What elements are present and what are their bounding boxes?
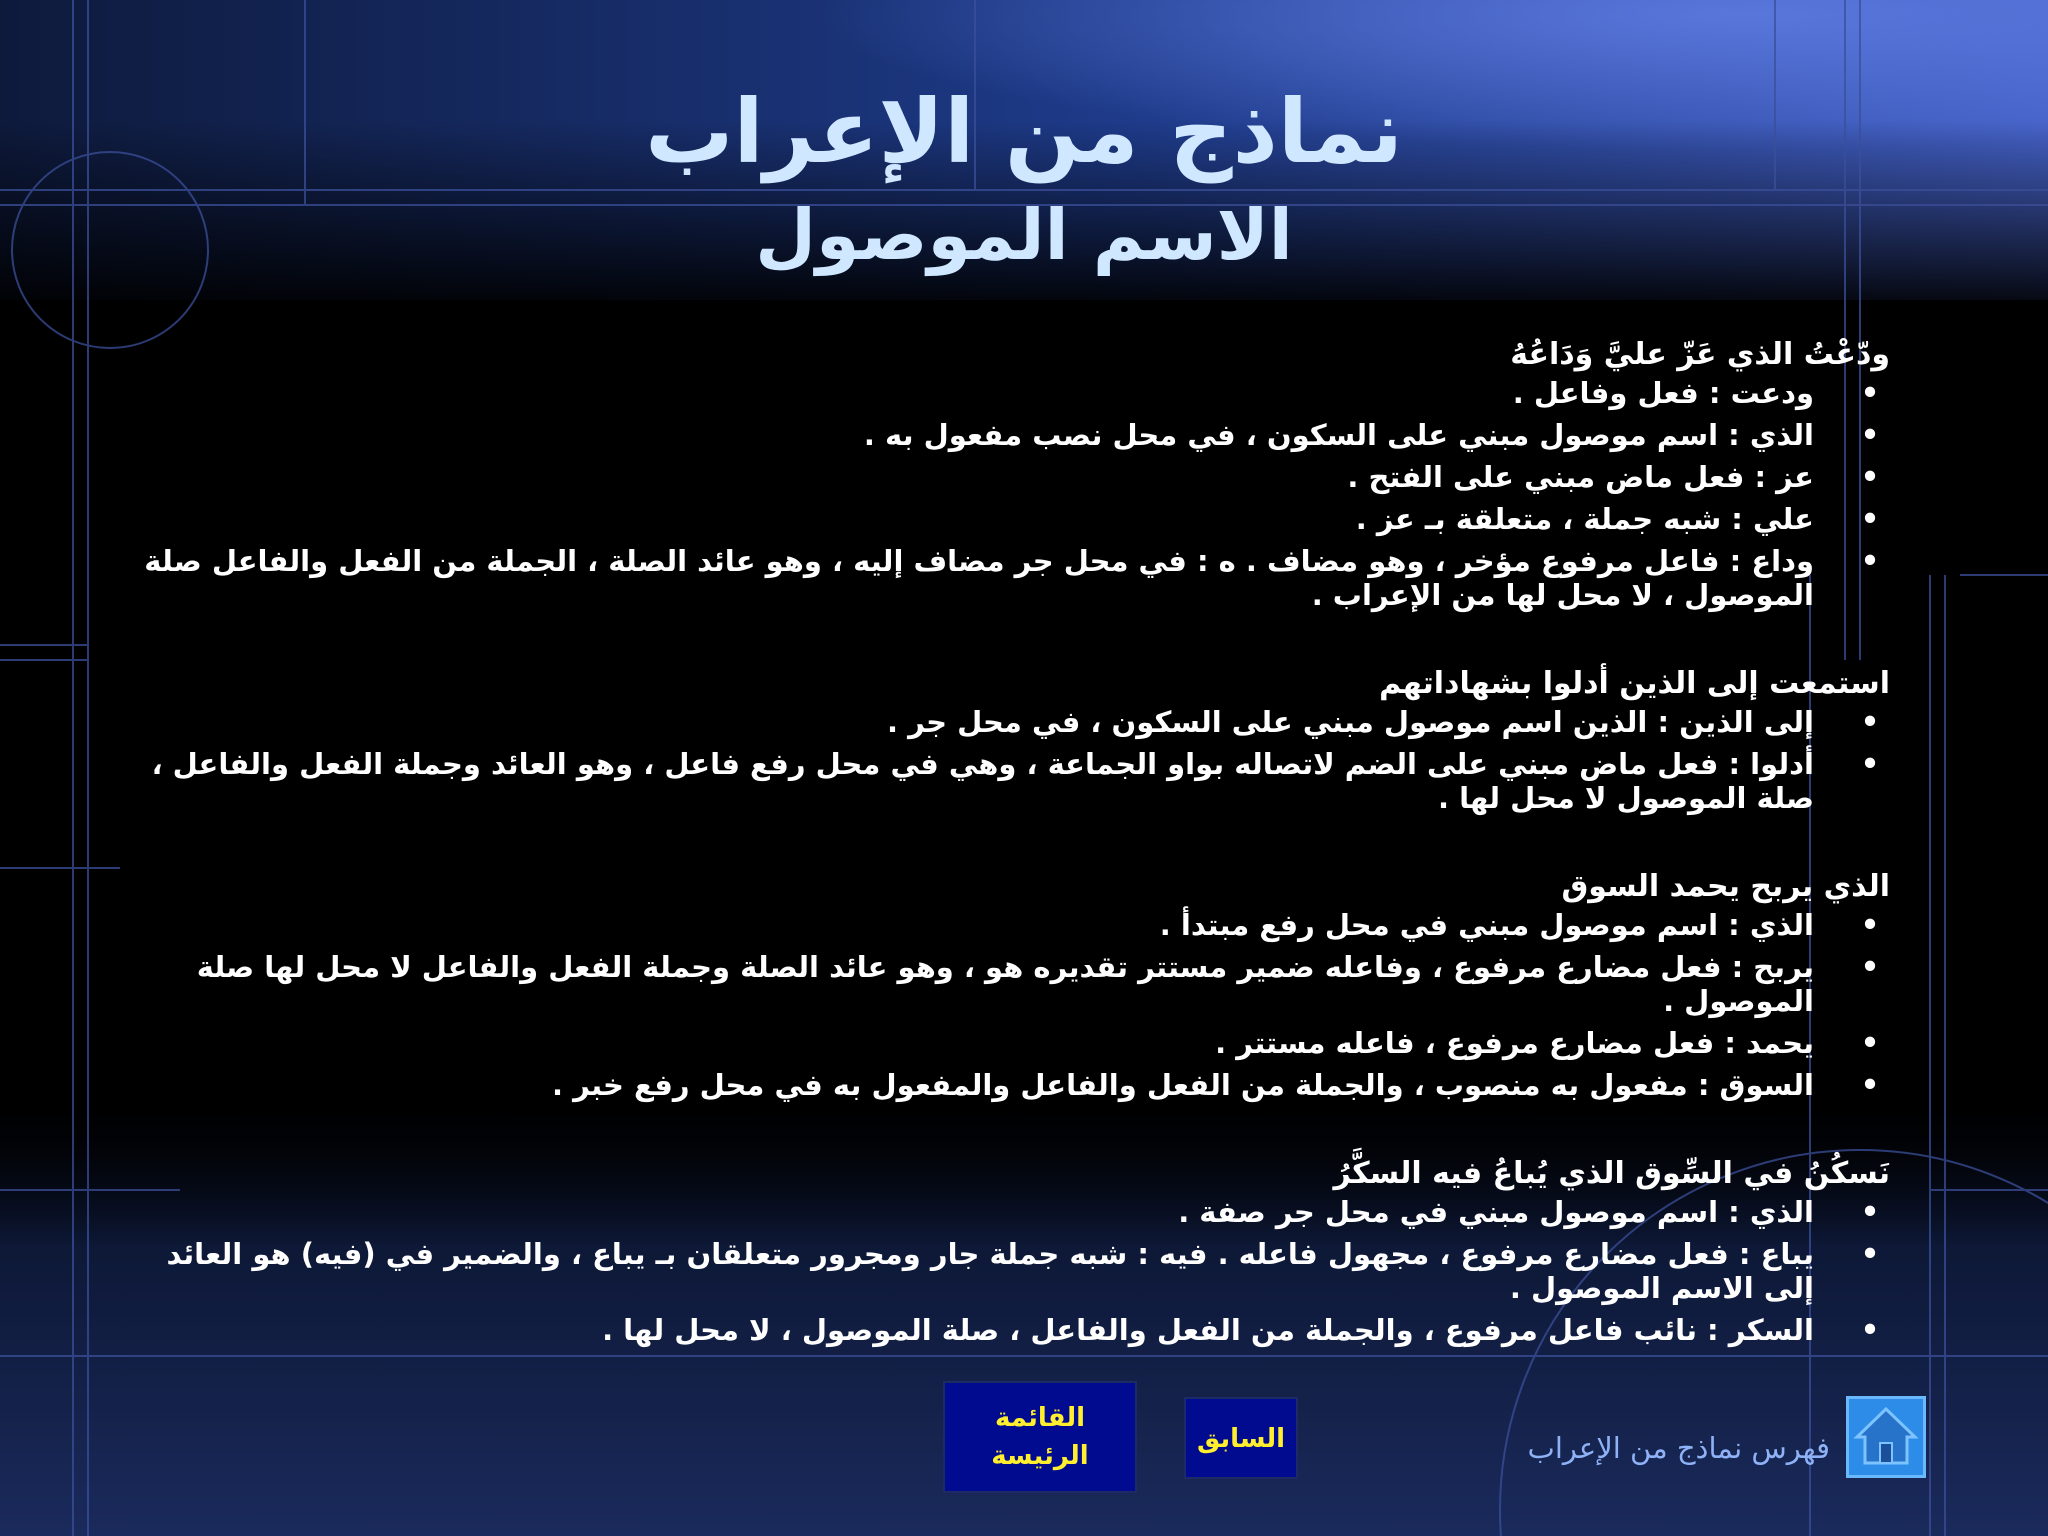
analysis-item: • علي : شبه جملة ، متعلقة بـ عز . <box>130 502 1814 536</box>
analysis-item: • عز : فعل ماض مبني على الفتح . <box>130 460 1814 494</box>
analysis-item: • يربح : فعل مضارع مرفوع ، وفاعله ضمير مستتر تقديره هو ، وهو عائد الصلة وجملة الفعل والفاعل لا محل لها صلة الموصول . <box>130 950 1814 1018</box>
example-sentence: الذي يربح يحمد السوق <box>1561 869 1890 904</box>
example-section <box>130 667 1890 815</box>
analysis-list <box>130 705 1890 815</box>
index-link[interactable]: فهرس نماذج من الإعراب <box>1527 1431 1830 1465</box>
page-subtitle: الاسم الموصول <box>755 194 1293 276</box>
example-section <box>130 338 1890 612</box>
example-sentence: ودّعْتُ الذي عَزّ عليَّ وَدَاعُهُ <box>1510 337 1890 372</box>
analysis-item: • يحمد : فعل مضارع مرفوع ، فاعله مستتر . <box>130 1026 1814 1060</box>
analysis-list <box>130 908 1890 1102</box>
analysis-item: • الذي : اسم موصول مبني في محل جر صفة . <box>130 1195 1814 1229</box>
parsing-examples <box>130 338 1890 1355</box>
analysis-item: • أدلوا : فعل ماض مبني على الضم لاتصاله بواو الجماعة ، وهي في محل رفع فاعل ، وهو العائد وجملة الفعل والفاعل ، صلة الموصول لا محل لها . <box>130 747 1814 815</box>
main-menu-label-line2: الرئيسة <box>991 1441 1089 1471</box>
analysis-item: • ودعت : فعل وفاعل . <box>130 376 1814 410</box>
analysis-item: • السكر : نائب فاعل مرفوع ، والجملة من الفعل والفاعل ، صلة الموصول ، لا محل لها . <box>130 1313 1814 1347</box>
home-button[interactable] <box>1846 1396 1926 1478</box>
example-sentence: استمعت إلى الذين أدلوا بشهاداتهم <box>1379 666 1890 701</box>
main-menu-button[interactable] <box>943 1381 1137 1493</box>
previous-button[interactable]: السابق <box>1184 1397 1298 1479</box>
analysis-item: • وداع : فاعل مرفوع مؤخر ، وهو مضاف . ه : في محل جر مضاف إليه ، وهو عائد الصلة ، الجملة من الفعل والفاعل صلة الموصول ، لا محل لها من الإعراب . <box>130 544 1814 612</box>
analysis-item: • الذي : اسم موصول مبني على السكون ، في محل نصب مفعول به . <box>130 418 1814 452</box>
example-section <box>130 870 1890 1102</box>
analysis-item: • إلى الذين : الذين اسم موصول مبني على السكون ، في محل جر . <box>130 705 1814 739</box>
page-title: نماذج من الإعراب <box>645 80 1403 183</box>
analysis-item: • الذي : اسم موصول مبني في محل رفع مبتدأ . <box>130 908 1814 942</box>
example-sentence: نَسكُنُ في السِّوق الذي يُباعُ فيه السكَّرُ <box>1333 1156 1890 1191</box>
analysis-item: • يباع : فعل مضارع مرفوع ، مجهول فاعله . فيه : شبه جملة جار ومجرور متعلقان بـ يباع ، والضمير في (فيه) هو العائد إلى الاسم الموصول . <box>130 1237 1814 1305</box>
analysis-list <box>130 376 1890 612</box>
analysis-item: • السوق : مفعول به منصوب ، والجملة من الفعل والفاعل والمفعول به في محل رفع خبر . <box>130 1068 1814 1102</box>
home-icon <box>1849 1399 1923 1475</box>
example-section <box>130 1157 1890 1347</box>
analysis-list <box>130 1195 1890 1347</box>
main-menu-label-line1: القائمة <box>994 1403 1086 1433</box>
